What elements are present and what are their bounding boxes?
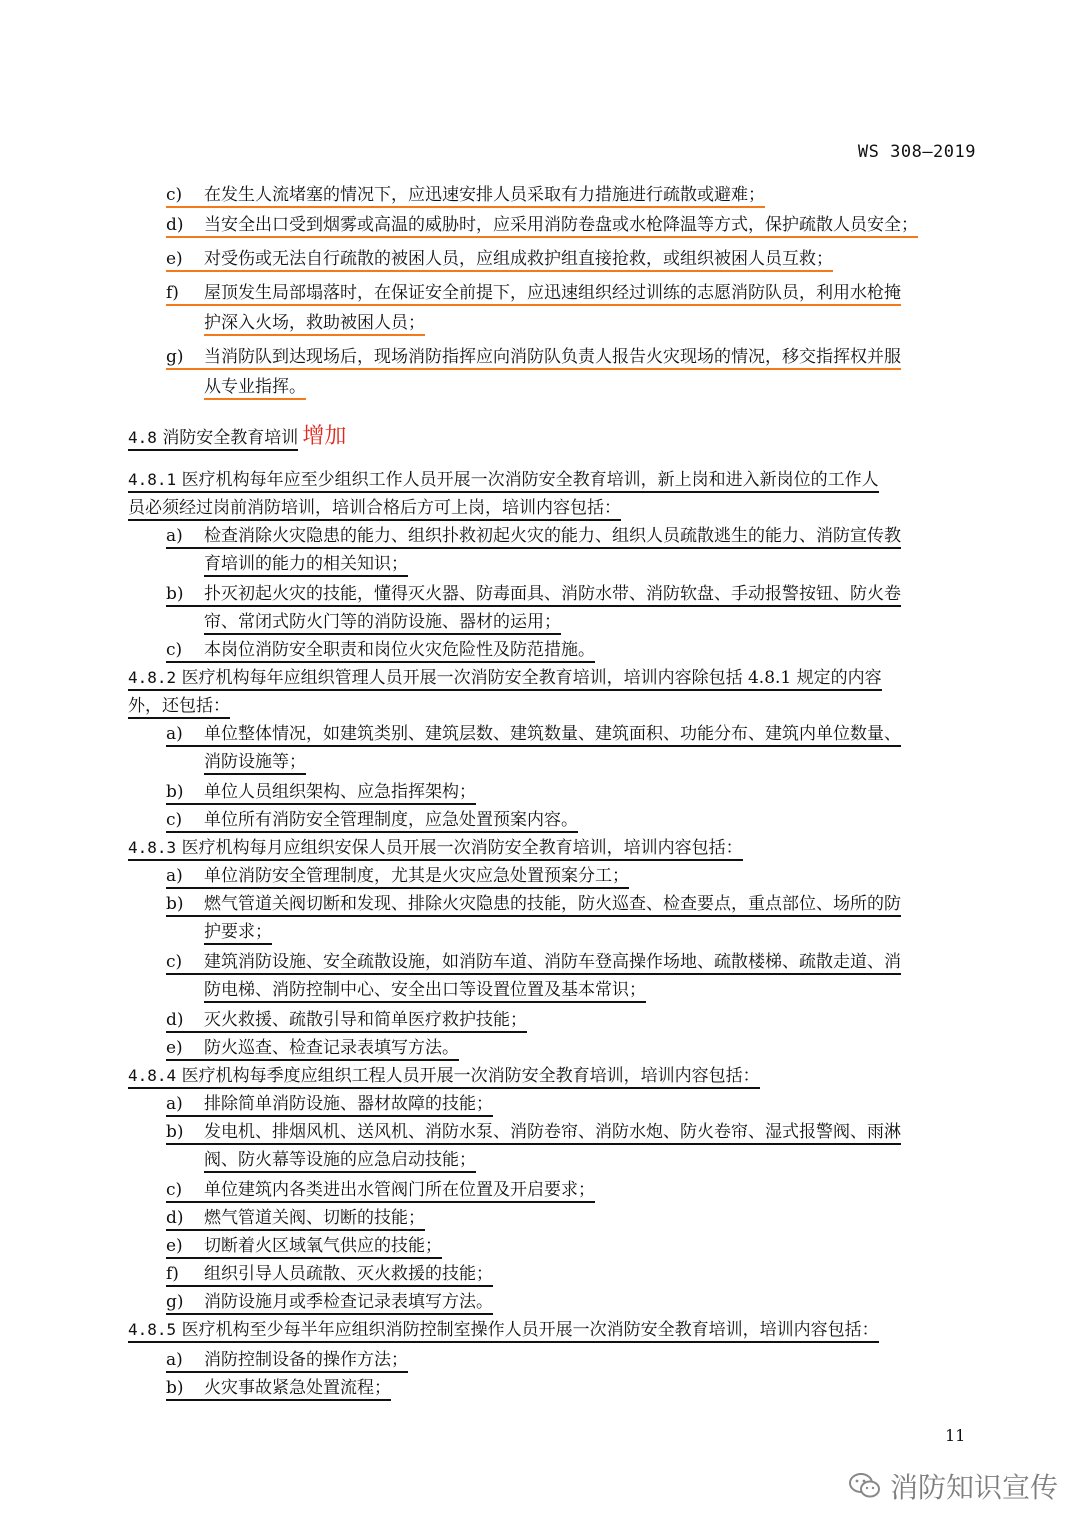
watermark — [848, 1466, 1058, 1506]
list-item-text — [166, 782, 476, 805]
list-item-line: 消防控制设备的操作方法； — [204, 1350, 408, 1370]
list-item-text — [166, 347, 901, 370]
list-item-text — [166, 1350, 408, 1373]
list-marker: c) — [166, 952, 183, 972]
list-item-line: 燃气管道关阀切断和发现、排除火灾隐患的技能，防火巡查、检查要点，重点部位、场所的防 — [204, 894, 901, 914]
clause-line: 医疗机构每季度应组织工程人员开展一次消防安全教育培训，培训内容包括： — [181, 1066, 760, 1086]
list-item-text — [204, 752, 306, 775]
clause-text — [128, 498, 621, 521]
list-marker: c) — [166, 640, 183, 660]
list-item-line: 单位人员组织架构、应急指挥架构； — [204, 782, 476, 802]
clause-text — [128, 668, 882, 691]
clause-text — [128, 1066, 760, 1089]
list-item-line: 帘、常闭式防火门等的消防设施、器材的运用； — [204, 612, 561, 632]
clause-number: 4.8.5 — [128, 1320, 177, 1339]
list-item-text — [166, 952, 901, 975]
clause-number: 4.8.3 — [128, 838, 177, 857]
list-item-text — [204, 377, 306, 400]
list-item-text — [204, 1150, 476, 1173]
list-item — [166, 184, 765, 206]
list-marker: e) — [166, 249, 183, 269]
list-marker: a) — [166, 1350, 183, 1370]
list-item-text — [166, 724, 901, 747]
standard-code: WS 308—2019 — [857, 142, 976, 162]
clause-line: 医疗机构每月应组织安保人员开展一次消防安全教育培训，培训内容包括： — [181, 838, 743, 858]
list-item-text — [166, 894, 901, 917]
list-item-text — [166, 584, 901, 607]
clause-text — [128, 470, 879, 493]
list-item-line: 护要求； — [204, 922, 272, 942]
list-item-line: 当消防队到达现场后，现场消防指挥应向消防队负责人报告火灾现场的情况，移交指挥权并服 — [204, 347, 901, 367]
list-item — [204, 312, 425, 334]
list-item-line: 单位所有消防安全管理制度，应急处置预案内容。 — [204, 810, 578, 830]
clause-number: 4.8.4 — [128, 1066, 177, 1085]
list-marker: c) — [166, 810, 183, 830]
list-item-line: 检查消除火灾隐患的能力、组织扑救初起火灾的能力、组织人员疏散逃生的能力、消防宣传教 — [204, 526, 901, 546]
list-item-text — [166, 1264, 493, 1287]
list-item — [166, 1235, 442, 1257]
list-item-line: 灭火救援、疏散引导和简单医疗救护技能； — [204, 1010, 527, 1030]
list-item — [166, 809, 578, 831]
list-item-line: 排除简单消防设施、器材故障的技能； — [204, 1094, 493, 1114]
list-item-line: 扑灭初起火灾的技能，懂得灭火器、防毒面具、消防水带、消防软盘、手动报警按钮、防火卷 — [204, 584, 901, 604]
list-item-line: 本岗位消防安全职责和岗位火灾危险性及防范措施。 — [204, 640, 595, 660]
list-item-text — [166, 185, 765, 208]
list-item-line: 消防设施月或季检查记录表填写方法。 — [204, 1292, 493, 1312]
clause-line: 医疗机构至少每半年应组织消防控制室操作人员开展一次消防安全教育培训，培训内容包括： — [181, 1320, 879, 1340]
red-annotation: 增加 — [302, 424, 347, 449]
list-item-line: 火灾事故紧急处置流程； — [204, 1378, 391, 1398]
list-item-line: 组织引导人员疏散、灭火救援的技能； — [204, 1264, 493, 1284]
clause-paragraph — [128, 1065, 760, 1087]
list-marker: d) — [166, 1208, 184, 1228]
list-item-line: 屋顶发生局部塌落时，在保证安全前提下，应迅速组织经过训练的志愿消防队员，利用水枪掩 — [204, 283, 901, 303]
list-marker: b) — [166, 1122, 184, 1142]
list-item-line: 从专业指挥。 — [204, 377, 306, 397]
list-item — [166, 1207, 425, 1229]
list-item-text — [166, 1122, 901, 1145]
list-item — [166, 1009, 527, 1031]
clause-paragraph — [128, 837, 743, 859]
watermark-text: 消防知识宣传 — [890, 1471, 1059, 1504]
list-marker: g) — [166, 347, 184, 367]
list-item-text — [166, 283, 901, 306]
list-item-text — [204, 313, 425, 336]
list-marker: e) — [166, 1038, 183, 1058]
list-item-line: 对受伤或无法自行疏散的被困人员，应组成救护组直接抢救，或组织被困人员互救； — [204, 249, 833, 269]
clause-line: 外，还包括： — [128, 696, 230, 716]
list-item-text — [204, 980, 646, 1003]
list-item-text — [166, 1038, 459, 1061]
clause-text — [128, 1320, 879, 1343]
list-marker: d) — [166, 215, 184, 235]
list-item-line: 消防设施等； — [204, 752, 306, 772]
section-heading — [128, 426, 346, 449]
clause-text — [128, 838, 743, 861]
page-number: 11 — [945, 1426, 966, 1445]
list-item-text — [166, 1236, 442, 1259]
list-marker: b) — [166, 1378, 184, 1398]
list-marker: g) — [166, 1292, 184, 1312]
list-marker: d) — [166, 1010, 184, 1030]
list-marker: a) — [166, 724, 183, 744]
list-item-line: 单位消防安全管理制度，尤其是火灾应急处置预案分工； — [204, 866, 629, 886]
list-marker: b) — [166, 584, 184, 604]
list-item — [166, 282, 901, 304]
list-item — [166, 248, 833, 270]
list-marker: a) — [166, 526, 183, 546]
list-item-text — [204, 554, 408, 577]
list-marker: f) — [166, 1264, 179, 1284]
list-item-line: 建筑消防设施、安全疏散设施，如消防车道、消防车登高操作场地、疏散楼梯、疏散走道、消 — [204, 952, 901, 972]
list-item-text — [204, 612, 561, 635]
list-item — [166, 1349, 408, 1371]
list-item-text — [166, 810, 578, 833]
list-item — [204, 979, 646, 1001]
clause-paragraph — [128, 1319, 879, 1341]
list-item — [204, 611, 561, 633]
list-item — [166, 893, 901, 915]
list-item-line: 在发生人流堵塞的情况下，应迅速安排人员采取有力措施进行疏散或避难； — [204, 185, 765, 205]
list-item-line: 阀、防火幕等设施的应急启动技能； — [204, 1150, 476, 1170]
wechat-icon — [848, 1471, 882, 1501]
list-marker: b) — [166, 782, 184, 802]
list-item-text — [166, 1094, 493, 1117]
list-item — [204, 751, 306, 773]
clause-line: 员必须经过岗前消防培训，培训合格后方可上岗，培训内容包括： — [128, 498, 621, 518]
list-item — [166, 1291, 493, 1313]
list-item — [166, 781, 476, 803]
list-item — [204, 376, 306, 398]
list-item-text — [166, 866, 629, 889]
section-number: 4.8 — [128, 428, 157, 447]
list-item-text — [166, 1010, 527, 1033]
list-marker: e) — [166, 1236, 183, 1256]
list-item-text — [166, 1208, 425, 1231]
list-item-text — [166, 1292, 493, 1315]
clause-number: 4.8.2 — [128, 668, 177, 687]
list-item-line: 当安全出口受到烟雾或高温的威胁时，应采用消防卷盘或水枪降温等方式，保护疏散人员安全； — [204, 215, 918, 235]
section-title — [128, 428, 298, 451]
list-item-text — [204, 922, 272, 945]
list-item — [166, 1179, 595, 1201]
list-item-text — [166, 1180, 595, 1203]
list-item-text — [166, 215, 918, 238]
list-item-line: 发电机、排烟风机、送风机、消防水泵、消防卷帘、消防水炮、防火卷帘、湿式报警阀、雨淋 — [204, 1122, 901, 1142]
list-item-line: 育培训的能力的相关知识； — [204, 554, 408, 574]
clause-line: 医疗机构每年应组织管理人员开展一次消防安全教育培训，培训内容除包括 4.8.1 规定的内容 — [181, 668, 882, 688]
list-marker: c) — [166, 185, 183, 205]
list-item — [166, 1037, 459, 1059]
list-item-text — [166, 640, 595, 663]
list-item — [166, 723, 901, 745]
list-item — [204, 1149, 476, 1171]
list-item — [166, 1093, 493, 1115]
list-item — [166, 583, 901, 605]
list-item-text — [166, 1378, 391, 1401]
section-title-text: 消防安全教育培训 — [162, 428, 299, 448]
list-marker: f) — [166, 283, 179, 303]
list-item — [166, 525, 901, 547]
list-item-line: 燃气管道关阀、切断的技能； — [204, 1208, 425, 1228]
list-item-text — [166, 526, 901, 549]
list-marker: b) — [166, 894, 184, 914]
list-item — [166, 1377, 391, 1399]
list-item — [204, 921, 272, 943]
list-item — [166, 1121, 901, 1143]
list-item-line: 护深入火场，救助被困人员； — [204, 313, 425, 333]
clause-paragraph — [128, 667, 882, 689]
list-item-line: 防电梯、消防控制中心、安全出口等设置位置及基本常识； — [204, 980, 646, 1000]
list-marker: c) — [166, 1180, 183, 1200]
list-item — [166, 1263, 493, 1285]
list-item-line: 防火巡查、检查记录表填写方法。 — [204, 1038, 459, 1058]
list-marker: a) — [166, 1094, 183, 1114]
list-marker: a) — [166, 866, 183, 886]
list-item — [166, 639, 595, 661]
list-item — [166, 346, 901, 368]
clause-number: 4.8.1 — [128, 470, 177, 489]
list-item-text — [166, 249, 833, 272]
list-item-line: 切断着火区域氧气供应的技能； — [204, 1236, 442, 1256]
clause-text — [128, 696, 230, 719]
list-item-line: 单位建筑内各类进出水管阀门所在位置及开启要求； — [204, 1180, 595, 1200]
list-item-line: 单位整体情况，如建筑类别、建筑层数、建筑数量、建筑面积、功能分布、建筑内单位数量、 — [204, 724, 901, 744]
list-item — [166, 214, 918, 236]
clause-paragraph — [128, 469, 879, 491]
list-item — [204, 553, 408, 575]
list-item — [166, 865, 629, 887]
list-item — [166, 951, 901, 973]
clause-paragraph — [128, 497, 621, 519]
clause-line: 医疗机构每年应至少组织工作人员开展一次消防安全教育培训，新上岗和进入新岗位的工作人 — [181, 470, 879, 490]
clause-paragraph — [128, 695, 230, 717]
